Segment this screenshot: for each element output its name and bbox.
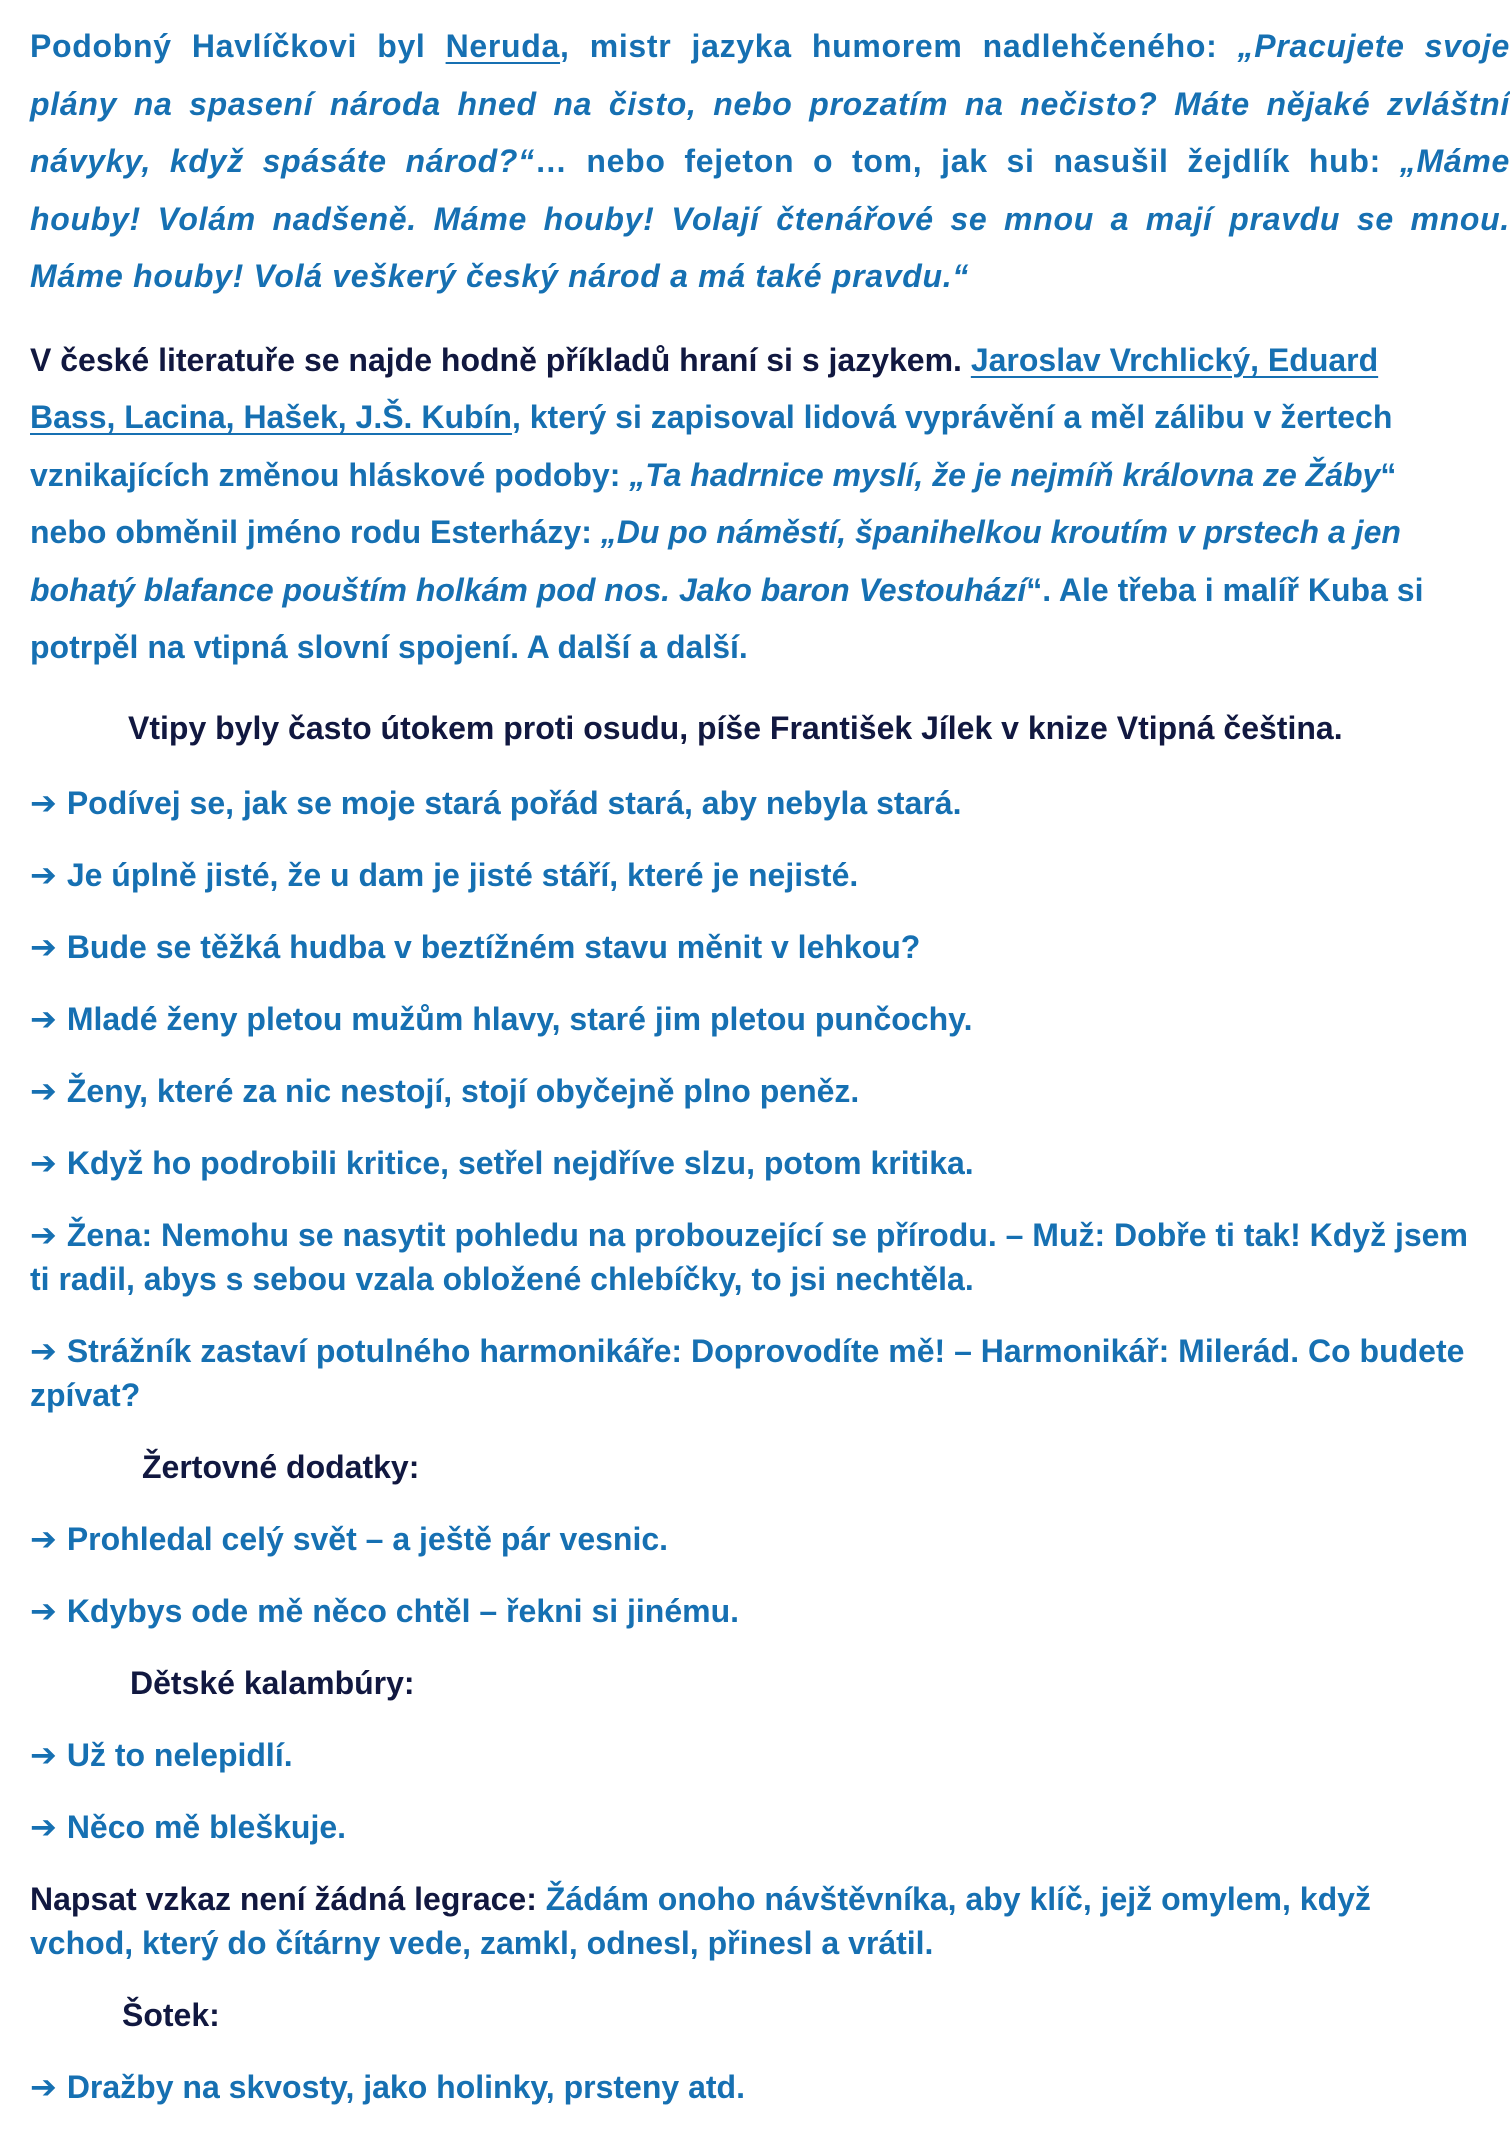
- joke-text: Je úplně jisté, že u dam je jisté stáří, které je nejisté.: [66, 856, 859, 893]
- arrow-right-icon: ➔: [30, 1216, 57, 1253]
- sotek-item: [30, 2065, 1480, 2109]
- arrow-right-icon: ➔: [30, 928, 57, 965]
- joke-item: [30, 853, 1480, 897]
- joke-text: Když ho podrobili kritice, setřel nejdříve slzu, potom kritika.: [66, 1144, 974, 1181]
- arrow-right-icon: ➔: [30, 1808, 57, 1845]
- joke-item: [30, 1069, 1480, 1113]
- arrow-right-icon: ➔: [30, 1000, 57, 1037]
- kids-text: Něco mě bleškuje.: [66, 1808, 347, 1845]
- link-neruda[interactable]: Neruda: [445, 28, 561, 64]
- joke-text: Mladé ženy pletou mužům hlavy, staré jim pletou punčochy.: [66, 1000, 973, 1037]
- joke-text: Ženy, které za nic nestojí, stojí obyčejně plno peněz.: [66, 1072, 860, 1109]
- quote-segment: „Du po náměstí, španihelkou kroutím v prstech a jen bohatý blafance pouštím holkám pod nos. Jako baron Vestouhází: [30, 514, 1401, 608]
- addendum-item: [30, 1589, 1480, 1633]
- arrow-right-icon: ➔: [30, 1144, 57, 1181]
- paragraph-literature: [30, 332, 1470, 677]
- quote-segment: „Ta hadrnice myslí, že je nejmíň královna ze Žáby: [629, 456, 1381, 493]
- joke-item: [30, 997, 1480, 1041]
- joke-item: [30, 781, 1480, 825]
- heading-kids: Dětské kalambúry:: [130, 1664, 415, 1701]
- arrow-right-icon: ➔: [30, 1520, 57, 1557]
- link-authors[interactable]: Jaroslav Vrchlický, Eduard Bass, Lacina, Hašek, J.Š. Kubín: [30, 341, 1379, 435]
- joke-text: Strážník zastaví potulného harmonikáře: Doprovodíte mě! – Harmonikář: Milerád. Co budete zpívat?: [30, 1332, 1465, 1413]
- addendum-text: Kdybys ode mě něco chtěl – řekni si jinému.: [66, 1592, 740, 1629]
- sotek-text: Dražby na skvosty, jako holinky, prsteny atd.: [66, 2068, 745, 2105]
- text-segment: “. Ale třeba i malíř Kuba si potrpěl na vtipná slovní spojení. A další a další.: [30, 571, 1424, 665]
- heading-sotek: Šotek:: [122, 1996, 220, 2033]
- joke-item-long: [30, 1329, 1470, 1417]
- arrow-right-icon: ➔: [30, 1332, 57, 1369]
- quote-segment: „Máme houby! Volám nadšeně. Máme houby! Volají čtenářové se mnou a mají pravdu se mnou. Máme houby! Volá veškerý český národ a má také pravdu.“: [30, 143, 1510, 294]
- text-segment: , mistr jazyka humorem nadlehčeného:: [560, 28, 1238, 64]
- arrow-right-icon: ➔: [30, 1592, 57, 1629]
- addendum-text: Prohledal celý svět – a ještě pár vesnic.: [66, 1520, 669, 1557]
- kids-item: [30, 1805, 1480, 1849]
- text-segment: Podobný Havlíčkovi byl: [30, 28, 446, 64]
- kids-item: [30, 1733, 1480, 1777]
- kids-text: Už to nelepidlí.: [66, 1736, 293, 1773]
- arrow-right-icon: ➔: [30, 1072, 57, 1109]
- text-segment: , který si zapisoval lidová vyprávění a měl zálibu v žertech vznikajících změnou hláskové podoby:: [30, 399, 1393, 493]
- joke-item: [30, 1141, 1480, 1185]
- arrow-right-icon: ➔: [30, 856, 57, 893]
- joke-text: Žena: Nemohu se nasytit pohledu na probouzející se přírodu. – Muž: Dobře ti tak! Když jsem ti radil, abys s sebou vzala obložené chlebíčky, to jsi nechtěla.: [30, 1216, 1468, 1297]
- arrow-right-icon: ➔: [30, 1736, 57, 1773]
- quote-segment: „Pracujete svoje plány na spasení národa hned na čisto, nebo prozatím na nečisto? Máte nějaké zvláštní návyky, když spásáte národ?“: [30, 28, 1510, 179]
- joke-text: Podívej se, jak se moje stará pořád stará, aby nebyla stará.: [66, 784, 962, 821]
- note-label: Napsat vzkaz není žádná legrace:: [30, 1880, 546, 1917]
- text-segment: “ nebo obměnil jméno rodu Esterházy:: [30, 456, 1397, 550]
- heading-addenda: Žertovné dodatky:: [142, 1448, 420, 1485]
- text-segment: … nebo fejeton o tom, jak si nasušil žejdlík hub:: [534, 143, 1400, 179]
- joke-item: [30, 925, 1480, 969]
- addendum-item: [30, 1517, 1480, 1561]
- document-page: [30, 18, 1510, 2109]
- arrow-right-icon: ➔: [30, 2068, 57, 2105]
- arrow-right-icon: ➔: [30, 784, 57, 821]
- text-segment: V české literatuře se najde hodně příkladů hraní si s jazykem.: [30, 341, 971, 378]
- note-paragraph: [30, 1877, 1470, 1965]
- paragraph-neruda: [30, 18, 1510, 306]
- intro-line: Vtipy byly často útokem proti osudu, píše František Jílek v knize Vtipná čeština.: [128, 709, 1343, 746]
- joke-item-long: [30, 1213, 1470, 1301]
- note-text: Žádám onoho návštěvníka, aby klíč, jejž omylem, když vchod, který do čítárny vede, zamkl, odnesl, přinesl a vrátil.: [30, 1880, 1371, 1961]
- joke-text: Bude se těžká hudba v beztížném stavu měnit v lehkou?: [66, 928, 921, 965]
